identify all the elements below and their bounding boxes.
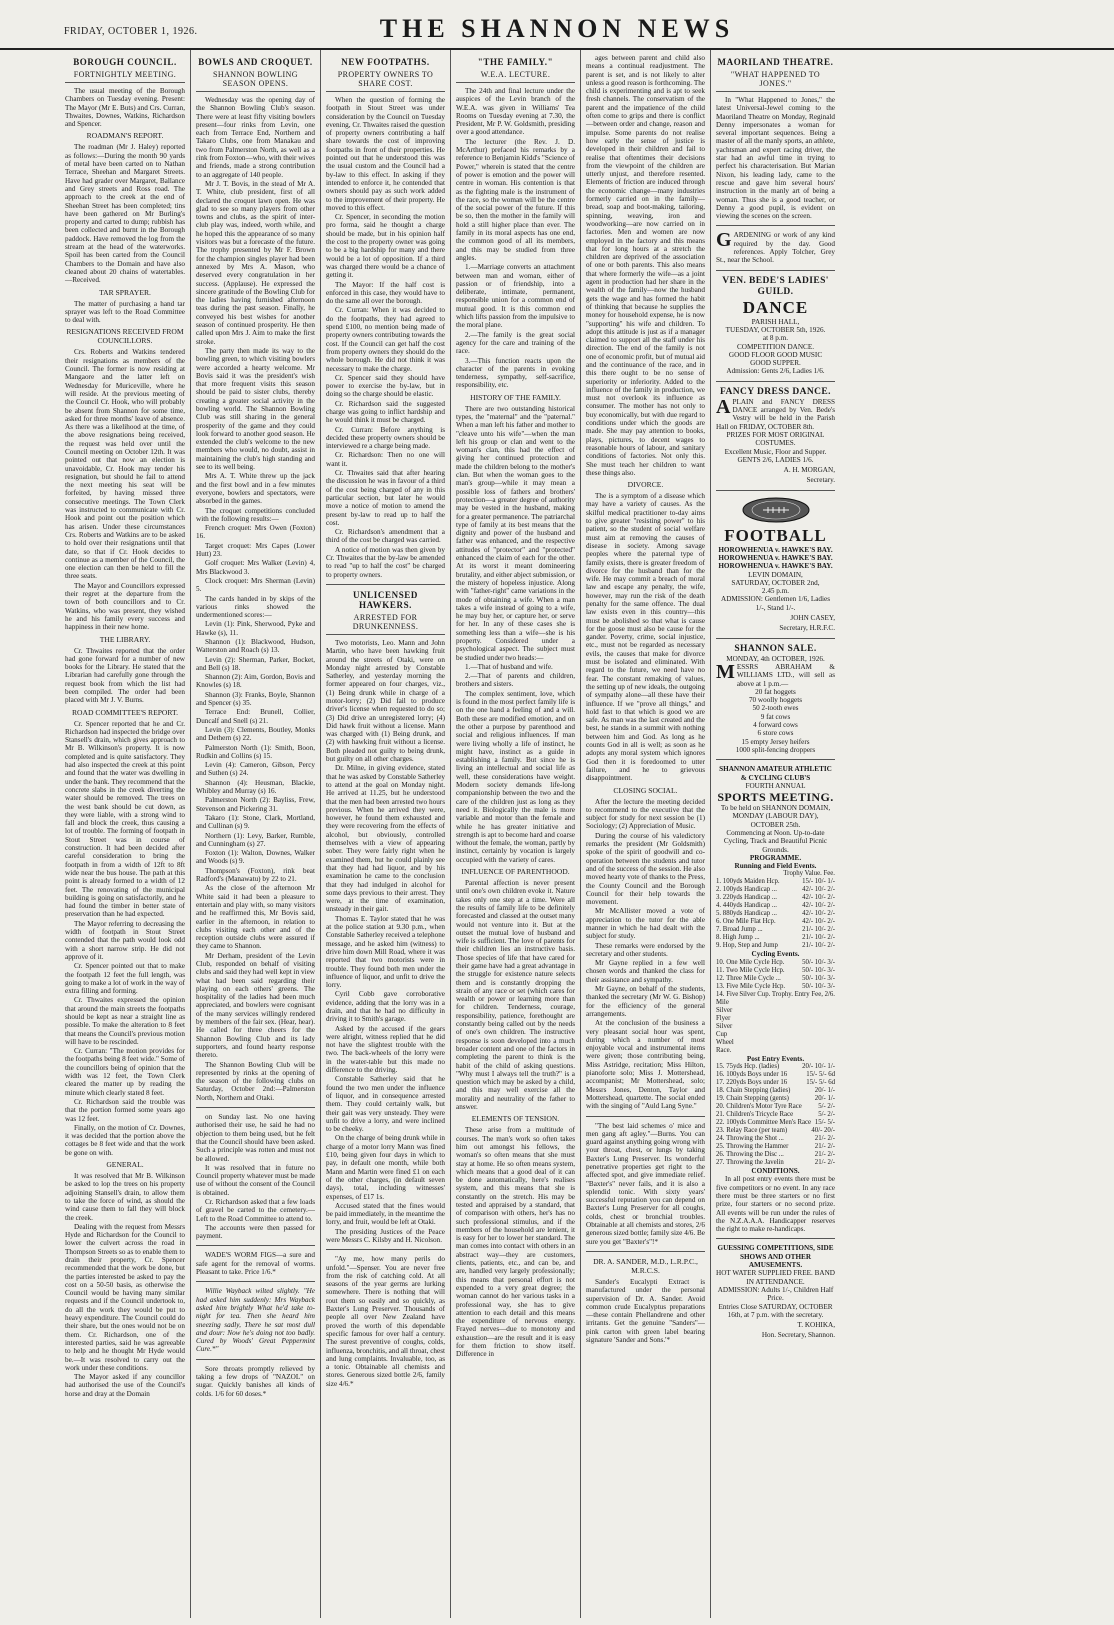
section-heading: HISTORY OF THE FAMILY. bbox=[470, 392, 561, 402]
event-name: 23. Relay Race (per team) bbox=[716, 1127, 788, 1135]
paragraph: Cr. Thwaites said that after hearing the discussion he was in favour of a third of the cost being charged of any in this particular section, but later he would move a notice of motion to amend the present by-law to read up to half the cost. bbox=[326, 469, 445, 527]
programme-event-row bbox=[716, 894, 835, 902]
programme-event-row bbox=[716, 1079, 835, 1087]
sports-club: SHANNON AMATEUR ATHLETIC & CYCLING CLUB'S bbox=[719, 765, 832, 782]
section-heading: ROAD COMMITTEE'S REPORT. bbox=[71, 707, 179, 717]
fancy-prices: GENTS 2/6, LADIES 1/6. bbox=[737, 455, 814, 464]
guessing-heading: GUESSING COMPETITIONS, SIDE SHOWS AND OTHER AMUSEMENTS. bbox=[717, 1244, 834, 1270]
running-events-list bbox=[716, 878, 835, 950]
masthead bbox=[0, 0, 1114, 50]
event-name: 2. 100yds Handicap ... bbox=[716, 886, 777, 894]
score-line: Palmerston North (2): Bayliss, Frew, Stevenson and Pickering 31. bbox=[196, 796, 315, 813]
signature-role: Secretary, H.R.F.C. bbox=[779, 624, 835, 633]
event-name: 19. Chain Stepping (gents) bbox=[716, 1095, 789, 1103]
ad-heading: SHANNON SALE. bbox=[734, 643, 817, 654]
paragraph: The Mayor: If the half cost is enforced in this case, they would have to do the same all over the borough. bbox=[326, 280, 445, 306]
paragraph: Cr. Richardson asked that a few loads of gravel be carted to the cemetery.—Left to the Road Committee to attend to. bbox=[196, 1198, 315, 1223]
programme-event-row bbox=[716, 1151, 835, 1159]
paragraph: 3.—This function reacts upon the character of the parents in evoking tenderness, sympathy, self-sacrifice, responsibility, etc. bbox=[456, 356, 575, 390]
newspaper-title: THE SHANNON NEWS bbox=[379, 14, 735, 43]
drop-cap: A bbox=[716, 395, 731, 418]
ad-heading: MAORILAND THEATRE. bbox=[717, 57, 834, 67]
dance-features: GOOD FLOOR GOOD MUSIC bbox=[728, 350, 823, 359]
programme-header-row bbox=[716, 870, 835, 878]
event-prizes: 15/- 10/- 1/- bbox=[802, 878, 835, 886]
paragraph: Cr. Richardson: Then no one will want it. bbox=[326, 451, 445, 468]
dance-admission: Admission: Gents 2/6, Ladies 1/6. bbox=[726, 367, 825, 376]
programme-event-row bbox=[716, 918, 835, 926]
advertisement-text: Willie Wayback wilted slightly. "He had asked him suddenly: Mrs Wayback asked him brightly What he'd take to-night for tea. Then she heard him sneezing sadly, There he sat most dull and dour: Now he's doing not too badly. Cured by Woods' Great Peppermint Cure.*" bbox=[196, 1287, 315, 1354]
columns bbox=[60, 50, 1100, 1618]
programme-event-row bbox=[716, 942, 835, 950]
paragraph: The 24th and final lecture under the auspices of the Levin branch of the W.E.A. was given in Williams' Tea Rooms on Tuesday evening at 7.30, the President, Mr P. W. Goldsmith, presiding over a good attendance. bbox=[456, 87, 575, 137]
column-family-continued bbox=[580, 50, 710, 1618]
paragraph: After the lecture the meeting decided to recommend to the executive that the subject for study for next session be (1) Sociology; (2) Appreciation of Music. bbox=[586, 797, 705, 831]
column-bowls-croquet bbox=[190, 50, 320, 1618]
column-rule bbox=[326, 1249, 445, 1250]
column-rule bbox=[716, 1238, 835, 1239]
score-line: Palmerston North (1): Smith, Boon, Rudkin and Collins (s) 15. bbox=[196, 743, 315, 760]
cycling-events-list bbox=[716, 959, 835, 1055]
sale-date: MONDAY, 4th OCTOBER, 1926. bbox=[726, 654, 825, 663]
section-heading: DIVORCE. bbox=[627, 480, 664, 490]
dance-venue: PARISH HALL, bbox=[751, 317, 800, 326]
issue-date: FRIDAY, OCTOBER 1, 1926. bbox=[64, 26, 198, 37]
column-rule bbox=[716, 490, 835, 491]
event-name: 12. Three Mile Cycle ... bbox=[716, 974, 781, 982]
event-prizes: 20/- 1/- bbox=[814, 1095, 835, 1103]
ad-heading: VEN. BEDE'S LADIES' GUILD. bbox=[722, 275, 829, 297]
event-name: 15. 75yds Hcp. (ladies) bbox=[716, 1063, 780, 1071]
event-prizes: 21/- 10/- 2/- bbox=[802, 942, 835, 950]
event-name: 27. Throwing the Javelin bbox=[716, 1159, 784, 1167]
article-heading: "THE FAMILY." bbox=[477, 57, 554, 67]
dance-competition: COMPETITION DANCE. bbox=[736, 342, 815, 351]
article-subheading: PROPERTY OWNERS TO SHARE COST. bbox=[326, 70, 445, 92]
programme-event-row bbox=[716, 1063, 835, 1071]
paragraph: Cr. Spencer, in seconding the motion pro forma, said he thought a charge should be made, but in his opinion half the cost to the property owner was going to be a big hardship for many and there would be a lot of opposition. If a third was charged there would be a chance of getting it. bbox=[326, 213, 445, 280]
paragraph: ages between parent and child also means a continual readjustment. The parent is set, and is not likely to alter unless a good reason is forthcoming. The child is experimenting and is apt to seek fresh channels. The conservatism of the parent and the impatience of the child often come to grips and there is conflict—between order and change, reason and impulse. Some parents do not realise how early the sense of justice is developed in their children and fail to realise that oftentimes their decisions from the viewpoint of the children are utterly unjust, and therefore resented. Elements of friction are induced through the economic change—many industries formerly carried on in the family—bread, soap and boot-making, tailoring, spinning, weaving, iron and woodworking—are now carried on in factories. Men and women are now employed in the factory and this means that for long hours at a stretch the children are deprived of the association of one or both parents. This also means that where formerly the wife—as a joint agent in production had her share in the wealth of the family—now the husband gets the wage and has formed the habit of thinking that because he supplies the money for household expense, he is now "supporting" his wife and children. To adopt this attitude is just as if a manager claimed to support all the staff under his direction. The end of the family is not one of economic profit, but of mutual aid and the continuance of the race, and in this there ought to be no sense of superiority or inferiority. Added to the influence of the family in production, we must not overlook its influence as consumer. The mother has not only to buy economically, but with due regard to conditions under which the goods are made. She may pay attention to books, plays, pictures, to decent wages to reasonable hours of labour, and sanitary conditions of factories. Not only this. She must teach her children to want these things also. bbox=[586, 54, 705, 477]
paragraph: In "What Happened to Jones," the latest Universal-Jewel coming to the Maoriland Theatre on Monday, Reginald Denny impersonates a woman for several important sequences. Being a master of all the manly sports, an athlete, yachtsman and expert racing driver, the star had an awful time in trying to perfect his characterisation. But Marian Nixon, his leading lady, came to the rescue and gave him several hours' instruction in the manly art of being a woman. Thus she is a good teacher, or Denny a good pupil, is evident on viewing the scenes on the screen. bbox=[716, 96, 835, 221]
paragraph: The cards handed in by skips of the various rinks showed the undermentioned scores:— bbox=[196, 594, 315, 620]
event-prizes: 15/- 5/- 6d bbox=[806, 1071, 835, 1079]
paragraph: Mr Gayne, on behalf of the students, thanked the secretary (Mr W. G. Bishop) for the efficiency of the general arrangements. bbox=[586, 985, 705, 1018]
paragraph: It was resolved that Mr B. Wilkinson be asked to lop the trees on his property adjoining Stansell's drain, to allow them to take the force of wind, as should the wind cause them to fall they will block the creek. bbox=[65, 1172, 185, 1222]
column-rule bbox=[716, 638, 835, 639]
signature-role: Hon. Secretary, Shannon. bbox=[761, 1331, 835, 1340]
column-the-family bbox=[450, 50, 580, 1618]
paragraph: Two motorists, Leo. Mann and John Martin, who have been hawking fruit around the streets of Otaki, were on Monday night arrested by Constable Satherley, and yesterday morning the former appeared on four charges, viz., (1) Being drunk while in charge of a motor-lorry; (2) Did fail to produce driver's license when requested to do so; (3) Did drive an unregistered lorry; (4) Did hawk fruit without a license. Mann was charged with (1) Being drunk, and (2) with hawking fruit without a license. Both pleaded not guilty to being drunk, but guilty on all other charges. bbox=[326, 638, 445, 764]
article-heading: BOROUGH COUNCIL. bbox=[73, 57, 177, 67]
sale-ad bbox=[716, 660, 835, 688]
column-rule bbox=[716, 270, 835, 271]
paragraph: Asked by the accused if the gears were alright, witness replied that he did not have the slightest trouble with the two. The back-wheels of the lorry were in the water-table but this made no difference to the driving. bbox=[326, 1024, 445, 1075]
paragraph: It was resolved that in future no Council property whatever must be made use of without the consent of the Council is obtained. bbox=[196, 1163, 315, 1197]
event-prizes: Silver Cup. Trophy. Entry Fee, 2/6. bbox=[739, 990, 835, 998]
sports-annual: FOURTH ANNUAL bbox=[745, 781, 806, 790]
ad-text: ESSRS ABRAHAM & WILLIAMS LTD., will sell as above at 1 p.m.— bbox=[736, 662, 835, 688]
conditions-heading: CONDITIONS. bbox=[751, 1167, 800, 1176]
ad-text: ARDENING or work of any kind required by the day. Good references. Apply Tolcher, Grey St., near the School. bbox=[716, 231, 835, 265]
section-heading: DR. A. SANDER, M.D., L.R.P.C., M.R.C.S. bbox=[593, 1256, 698, 1275]
section-heading: CLOSING SOCIAL. bbox=[613, 785, 678, 795]
gardening-ad bbox=[716, 231, 835, 264]
article-subheading: SHANNON BOWLING SEASON OPENS. bbox=[196, 70, 315, 92]
paragraph: Cr. Richardson's amendment that a third of the cost be charged was carried. bbox=[326, 528, 445, 545]
programme-event-row bbox=[716, 1087, 835, 1095]
ad-subheading: "WHAT HAPPENED TO JONES." bbox=[716, 70, 835, 92]
event-name: 5. 880yds Handicap ... bbox=[716, 910, 777, 918]
paragraph: 1.—That of husband and wife. bbox=[465, 662, 553, 671]
programme-event-row bbox=[716, 959, 835, 967]
dance-date: TUESDAY, OCTOBER 5th, 1926. bbox=[725, 325, 826, 334]
score-line: Shannon (3): Franks, Boyle, Shannon and Spencer (s) 35. bbox=[196, 690, 315, 708]
programme-event-row bbox=[716, 967, 835, 975]
paragraph: Accused stated that the fines would be paid immediately, in the meantime the lorry, and fruit, would be left at Otaki. bbox=[326, 1201, 445, 1227]
football-admission: ADMISSION: Gentlemen 1/6, Ladies 1/-, Stand 1/-. bbox=[721, 595, 830, 612]
sale-item: 15 empty Jersey heifers bbox=[741, 737, 810, 746]
signature-name: A. H. MORGAN, bbox=[783, 466, 835, 475]
event-prizes: 20/- 1/- bbox=[814, 1087, 835, 1095]
event-prizes: 5/- 2/- bbox=[818, 1103, 835, 1111]
drop-cap: G bbox=[716, 229, 732, 252]
paragraph: Mrs A. T. White threw up the jack and the first bowl and in a few minutes everyone, bowlers and spectators, were absorbed in the games. bbox=[196, 472, 315, 506]
programme-event-row bbox=[716, 886, 835, 894]
sale-item: 4 forward cows bbox=[753, 721, 798, 730]
programme-event-row bbox=[716, 1111, 835, 1119]
event-prizes: 15/- 5/- 6d bbox=[806, 1079, 835, 1087]
paragraph: Dealing with the request from Messrs Hyde and Richardson for the Council to lower the culvert across the road in Thompson Streets so as to enable them to drain their property, Cr. Spencer recommended that the work be done, but the parties interested be asked to pay the cost on a 50-50 basis, as otherwise the Council would be having many similar requests and if the Council undertook to, do all the work they would be put to heavy expenditure. The Council could do their share, but the ones would not be on them. Cr. Richardson, one of the interested parties, said he was agreeable to help and he thought Mr Hyde would be.—It was resolved to carry out the work under these conditions. bbox=[65, 1222, 185, 1372]
paragraph: Dr. Milne, in giving evidence, stated that he was asked by Constable Satherley to attend at the goal on Monday night. He arrived at 11.25, but he understood that the men had been arrested two hours previous. When he arrived they were, however, he found them exhausted and they were recovering from the effects of alcohol, but obviously, controlled themselves with a view of appearing sober. They were fairly right when he examined them, but he could plainly see that they had had liquor, and by his examination he came to the conclusion that they had indulged in alcohol for some days previous to their arrest. They were, at the time of examination, unsteady in their gait. bbox=[326, 764, 445, 914]
admission-line: ADMISSION: Adults 1/-, Children Half Price. bbox=[717, 1285, 834, 1303]
paragraph: on Sunday last. No one having authorised their use, he said he had no objection to them being used, but he felt that the Council should have been asked. Such a principle was rotten and must not be allowed. bbox=[196, 1113, 315, 1163]
programme-event-row bbox=[716, 983, 835, 991]
score-line: Shannon (1): Blackwood, Hudson, Watterston and Roach (s) 13. bbox=[196, 638, 315, 655]
paragraph: These remarks were endorsed by the secretary and other students. bbox=[586, 941, 705, 958]
section-heading: ROADMAN'S REPORT. bbox=[86, 131, 164, 141]
score-line: Terrace End: Brunell, Collier, Duncalf and Snell (s) 21. bbox=[196, 708, 315, 725]
paragraph: The accounts were then passed for payment. bbox=[196, 1223, 315, 1241]
column-rule bbox=[586, 1251, 705, 1252]
paragraph: Parental affection is never present until one's own children evoke it. Nature takes only one step at a time. Were all the results of family life to be definitely forecasted and classed at the outset many would not venture into it. But at the outset the mutual love of husband and wife is sufficient. The love of parents for their children lies an instructive basis. Those species of life that have cared for their game have had a great advantage in the struggle for existence nature selects them and is constantly dropping the strain of any race or set (which cares for wealth or power or learning more than for children. Tenderness, courage, responsibility, patience, forethought are constantly being called out by the needs of one's own children. The instructive response is soon developed into a much broader content and one of the factors in completing the parent to think is the habit of the child of asking questions. "Why must I always tell the truth?" is a question which may be asked by a child, and this may well exercise all the morality and neutrality of the father to answer. bbox=[456, 879, 575, 1112]
post-events-list bbox=[716, 1063, 835, 1167]
running-heading: Running and Field Events. bbox=[734, 862, 817, 871]
paragraph: Thomas E. Taylor stated that he was at the police station at 9.30 p.m., when Constable Satherley received a telephone message, and he asked him (witness) to drive him down Mill Road, where it was reported that two motorists were in trouble. They found both men under the influence of liquor, and unfit to drive the lorry. bbox=[326, 914, 445, 990]
event-name: 13. Five Mile Cycle Hcp. bbox=[716, 982, 786, 990]
signature-role: Secretary. bbox=[806, 476, 835, 485]
paragraph: 2.—The family is the great social agency for the care and training of the race. bbox=[456, 330, 575, 356]
paragraph: Cr. Thwaites expressed the opinion that around the main streets the footpaths should be kept as near a straight line as possible. To make the alteration to 8 feet that means the Council's previous motion will have to be rescinded. bbox=[65, 996, 185, 1046]
paragraph: There are two outstanding historical types, the "maternal" and the "paternal." When a man left his father and mother to "cleave unto his wife"—when the man left his group or clan and went to the woman's clan, this had the effect of giving her continued protection and made the children belong to the mother's clan. But when the woman goes to the man's group—while it may mean a possible loss of fathers and brothers' protection—a greater degree of authority may be vested in the husband, making for a greater permanence. The patriarchal type of family at its best means that the dignity and power of the husband and father was enhanced, and the respective attitudes of "protector" and "protected" enhanced the claim of each for the other. At its worst it meant domineering brutality, and either abject submission, or the mistery of hopeless injustice. Along with "father-right" came variations in the mode of obtaining a wife. When a man takes a wife instead of going to a wife, he may buy her, or capture her, or serve for her. In any of these cases she is something less than a wife—she is his property. Considered under a psychological aspect. The subject must be studied under two heads:— bbox=[456, 404, 575, 662]
paragraph: During the course of his valedictory remarks the president (Mr Goldsmith) spoke of the spirit of goodwill and co-operation between the students and tutor and of the success of the session. He also moved hearty vote of thanks to the Press, the County Council and the Borough Council for their help towards the movement. bbox=[586, 831, 705, 907]
paragraph: 2.—That of parents and children, brothers and sisters. bbox=[456, 672, 575, 689]
event-prizes: 42/- 10/- 2/- bbox=[802, 918, 835, 926]
column-rule bbox=[196, 1359, 315, 1360]
paragraph: Cr. Thwaites reported that the order had gone forward for a number of new books for the Library. He stated that the Librarian had carefully gone through the request book from which the list had been compiled. The order had been placed with Mr J. V. Burns. bbox=[65, 646, 185, 705]
score-line: Shannon (2): Aim, Gordon, Bovis and Knowles (s) 18. bbox=[196, 673, 315, 690]
event-prizes: 21/- 2/- bbox=[814, 1151, 835, 1159]
programme-event-row bbox=[716, 910, 835, 918]
event-name: 22. 100yds Committee Men's Race bbox=[716, 1119, 812, 1127]
paragraph: Thompson's (Foxton), rink beat Radford's (Manawatu) by 22 to 21. bbox=[196, 866, 315, 884]
football-title: FOOTBALL bbox=[724, 525, 827, 545]
score-line: Foxton (1): Walton, Downes, Walker and Woods (s) 9. bbox=[196, 849, 315, 866]
programme-event-row bbox=[716, 1103, 835, 1111]
paragraph: The usual meeting of the Borough Chambers on Tuesday evening. Present: The Mayor (Mr E. Buts) and Crs. Curran, Thwaites, Downes, Watkins, Richardson and Spencer. bbox=[65, 87, 185, 129]
section-heading: TAR SPRAYER. bbox=[99, 287, 151, 297]
drop-cap: M bbox=[716, 660, 735, 683]
football-date: SATURDAY, OCTOBER 2nd, bbox=[731, 578, 820, 587]
paragraph: The complex sentiment, love, which is found in the most perfect family life is on the one hand a feeling of and a will. Both these are modified emotion, and on the other a purpose by parenthood and social and religious influences. If man were living wholly a life of instinct, he might have, instinct as a guide in establishing a family. But since he is living an intellectual and social life as well, these considerations have weight. Modern society demands life-long companionship between the two and the care of the children just as long as they need it. Biologically the male is more variable and motor than the female and while he has greater initiative and strength is apt to become hard and coarse without the female, the woman, partly by instinct, certainly by vocation is largely occupied with the variety of cares. bbox=[456, 689, 575, 864]
football-match: HOROWHENUA v. HAWKE'S BAY. bbox=[718, 545, 833, 554]
programme-event-row bbox=[716, 902, 835, 910]
football-venue: LEVIN DOMAIN, bbox=[748, 570, 803, 579]
conditions-text: In all post entry events there must be five competitors or no event. In any race there must be three starters or no first prize, four starters or no second prize. All events will be run under the rules of the N.Z.A.A.A. Handicapper reserves the right to make re-handicaps. bbox=[716, 1175, 835, 1234]
dance-time: at 8 p.m. bbox=[762, 334, 789, 343]
column-rule bbox=[716, 759, 835, 760]
paragraph: Cr. Curran: Before anything is decided these property owners should be interviewed re a charge being made. bbox=[326, 425, 445, 451]
article-heading: BOWLS AND CROQUET. bbox=[198, 57, 313, 67]
paragraph: As the close of the afternoon Mr White said it had been a pleasure to entertain and play with, so many visitors and he reaffirmed this, Mr Bovis said, earlier in the afternoon, in relation to clubs visiting each other and of the reception outside clubs were assured if they came to Shannon. bbox=[196, 884, 315, 951]
paragraph: Mr Derham, president of the Levin Club, responded on behalf of visiting clubs and said they had well kept in view what had been said regarding their playing on each others' greens. The hospitality of the ladies had been much appreciated, and bowlers were cognisant of the many services willingly rendered by members of the fair sex. (Hear, hear). He called for three cheers for the Shannon Bowling Club and its lady supporters, and found hearty response thereto. bbox=[196, 951, 315, 1060]
column-classifieds bbox=[710, 50, 840, 1618]
paragraph: Crs. Roberts and Watkins tendered their resignations as members of the Council. The former is now residing at Mangaore and the latter left on Wednesday for Muriceville, where he will reside. At the previous meeting of the Council Cr. Hook, who will probably be absent from Shannon for some time, asked for three months' leave of absence. As there was a likelihood at the time, of the above resignations being received, the request was held over until the Council meeting on October 12th. It was pointed out that now an election is unavoidable, Cr. Hook may tender his resignation, but should he fail to attend the next meeting his seat will be forfeited, by having missed three consecutive meetings. The Town Clerk was instructed to communicate with Cr. Hook and point out the position which has arisen. Under these circumstances Crs. Roberts and Watkins are to be asked to hold over their resignations until that date, so that if Cr. Hook decides to continue as a member of the Council, the one election can then be held to fill the three seats. bbox=[65, 348, 185, 581]
paragraph: The Mayor referring to decreasing the width of footpath in Stout Street contended that the path would look odd with a short narrow strip. He did not approve of it. bbox=[65, 919, 185, 961]
event-name: 21. Children's Tricycle Race bbox=[716, 1111, 794, 1119]
football-match: HOROWHENUA v. HAWKE'S BAY. bbox=[718, 562, 833, 571]
paragraph: On the charge of being drunk while in charge of a motor lorry Mann was fined £10, being given four days in which to pay, in default one month, while both Mann and Martin were fined £1 on each of the other charges, (in default seven days), total, including witnesses' expenses, of £17 1s. bbox=[326, 1134, 445, 1201]
programme-heading: PROGRAMME. bbox=[749, 853, 802, 862]
cycling-heading: Cycling Events. bbox=[751, 950, 800, 959]
event-prizes: 50/- 10/- 3/- bbox=[802, 982, 835, 990]
ad-text: PLAIN and FANCY DRESS DANCE arranged by Ven. Bede's Vestry will be held in the Parish Hall on FRIDAY, OCTOBER 8th. bbox=[716, 397, 835, 431]
section-heading: ELEMENTS OF TENSION. bbox=[471, 1114, 560, 1124]
sale-item: 9 fat cows bbox=[760, 712, 791, 721]
section-heading: THE LIBRARY. bbox=[99, 634, 151, 644]
fancy-prizes: PRIZES FOR MOST ORIGINAL COSTUMES. bbox=[726, 430, 825, 448]
paragraph: Target croquet: Mrs Capes (Lower Hutt) 23. bbox=[196, 541, 315, 559]
event-name: 14. Five Mile Silver Flyer Silver Cup Wheel Race. bbox=[716, 990, 739, 1054]
paragraph: The matter of purchasing a hand tar sprayer was left to the Road Committee to deal with. bbox=[65, 299, 185, 325]
score-line: Northern (1): Levy, Barker, Rumble, and Cunningham (s) 27. bbox=[196, 831, 315, 848]
sale-item: 20 fat hoggets bbox=[755, 687, 796, 696]
event-name: 1. 100yds Maiden Hcp. bbox=[716, 878, 780, 886]
column-rule bbox=[196, 1245, 315, 1246]
programme-event-row bbox=[716, 1143, 835, 1151]
dance-title: DANCE bbox=[742, 297, 809, 317]
event-name: 25. Throwing the Hammer bbox=[716, 1143, 789, 1151]
event-name: 9. Hop, Step and Jump bbox=[716, 942, 778, 950]
score-line: Levin (2): Sherman, Parker, Bocket, and Bell (s) 18. bbox=[196, 655, 315, 672]
programme-event-row bbox=[716, 1119, 835, 1127]
event-prizes: 21/- 10/- 2/- bbox=[802, 934, 835, 942]
paragraph: The presiding Justices of the Peace were Messrs C. Kilsby and H. Nicolson. bbox=[326, 1227, 445, 1244]
paragraph: The party then made its way to the bowling green, to which visiting bowlers were accorded a hearty welcome. Mr Bovis said it was the president's wish that more frequent visits this season should be paid to sister clubs, thereby creating a greater social activity in the bowling world. The Shannon Bowling Club was still sharing in the general prosperity of the game and they could look forward to another good season. He extended the club's welcome to the new members who would, no doubt, assist in maintaining the club's high standing and see to its well being. bbox=[196, 346, 315, 472]
paragraph: Mr J. T. Bovis, in the stead of Mr A. T. White, club president, first of all declared the croquet lawn open. He was glad to see so many players from other towns and clubs, as the spirit of inter-club play was, indeed, worth while, and he hoped this the appearance of so many visitors was but a forecaste of the future. The trophy presented by Mr F. Brown for the champion singles player had been annexed by Mrs A. Mason, who deserved every congratulation in her success. (Applause). He expressed the sincere gratitude of the Bowling Club for the ladies having furnished afternoon teas during the past season. Finally, he conveyed his best wishes for another season of continued prosperity. He then called upon Mrs J. Aim to make the first stroke. bbox=[196, 179, 315, 346]
event-prizes: 50/- 10/- 3/- bbox=[802, 958, 835, 966]
event-prizes: 5/- 2/- bbox=[818, 1111, 835, 1119]
article-heading: NEW FOOTPATHS. bbox=[341, 57, 430, 67]
event-prizes: 42/- 10/- 2/- bbox=[802, 894, 835, 902]
signature-name: JOHN CASEY, bbox=[790, 614, 835, 623]
programme-event-row bbox=[716, 1159, 835, 1167]
column-borough-council bbox=[60, 50, 190, 1618]
event-name: 16. 100yds Boys under 16 bbox=[716, 1071, 788, 1079]
hot-water-line: HOT WATER SUPPLIED FREE. BAND IN ATTENDANCE. bbox=[716, 1269, 835, 1286]
event-name: 8. High Jump ... bbox=[716, 934, 760, 942]
advertisement-text: Sore throats promptly relieved by taking a few drops of "NAZOL" on sugar. Quickly banishes all kinds of colds. 1/6 for 60 doses.* bbox=[196, 1364, 315, 1398]
event-prizes: 50/- 10/- 3/- bbox=[802, 974, 835, 982]
score-line: Levin (1): Pink, Sherwood, Pyke and Hawke (s), 11. bbox=[196, 620, 315, 637]
advertisement-text: "The best laid schemes o' mice and men gang aft agley."—Burns. You can guard against anything going wrong with your throat, chest, or lungs by taking Baxter's Lung Preserver. Its wonderful penetrative properties get right to the affected spot, and give immediate relief. "Baxter's" never fails, and it is also a splendid tonic. With sixty years' successful reputation you can depend on Baxter's Lung Preserver for all coughs, colds, chest or bronchial troubles. Obtainable at all chemists and stores, 2/6 generous sized bottle; family size 4/6. Be sure you get "Baxter's"!* bbox=[586, 1121, 705, 1246]
entries-line: Entries Close SATURDAY, OCTOBER 16th, at 7 p.m. with the secretary. bbox=[718, 1302, 833, 1319]
sale-item: 1000 split-fencing droppers bbox=[735, 745, 816, 754]
post-entry-heading: Post Entry Events. bbox=[746, 1054, 805, 1063]
fancy-dress-ad bbox=[716, 395, 835, 431]
event-prizes: 42/- 10/- 2/- bbox=[802, 910, 835, 918]
column-rule bbox=[196, 1281, 315, 1282]
programme-event-row bbox=[716, 878, 835, 886]
event-prizes: 50/- 10/- 3/- bbox=[802, 966, 835, 974]
advertisement-text: WADE'S WORM FIGS—a sure and safe agent for the removal of worms. Pleasant to take. Price 1/6.* bbox=[196, 1251, 315, 1277]
sale-item: 50 2-tooth ewes bbox=[752, 704, 799, 713]
column-rule bbox=[716, 225, 835, 226]
advertisement-text: "Ay me, how many perils do unfold."—Spenser. You are never free from the risk of catching cold. At all seasons of the year germs are lurking somewhere. There is nothing that will rout them so easily and so quickly, as Baxter's Lung Preserver. Thousands of people all over New Zealand have proved the worth of this dependable specific famous for over half a century. The surest preventive of coughs, colds, influenza, bronchitis, and all throat, chest and lung complaints. Invaluable, too, as a tonic. Obtainable all chemists and stores. Generous sized bottle 2/6, family size 4/6.* bbox=[326, 1255, 445, 1388]
column-new-footpaths bbox=[320, 50, 450, 1618]
column-rule bbox=[196, 1107, 315, 1108]
sports-title: SPORTS MEETING. bbox=[717, 790, 834, 805]
paragraph: Cr. Richardson said the suggested charge was going to inflict hardship and he would think it must be charged. bbox=[326, 399, 445, 425]
event-prizes: 21/- 2/- bbox=[814, 1135, 835, 1143]
event-name: 20. Children's Motor Tyre Race bbox=[716, 1103, 802, 1111]
column-rule bbox=[716, 381, 835, 382]
column-rule bbox=[326, 584, 445, 585]
paragraph: Cr. Curran: "The motion provides for the footpaths being 8 feet wide." Some of the councillors being of opinion that the width was 12 feet, the Town Clerk cleared the matter up by reading the minute which clearly stated 8 feet. bbox=[65, 1047, 185, 1097]
programme-event-row bbox=[716, 975, 835, 983]
sale-item: 70 woolly hoggets bbox=[748, 696, 803, 705]
article-subheading: W.E.A. LECTURE. bbox=[456, 70, 575, 83]
score-line: Levin (3): Clements, Boutley, Monks and Dethern (s) 22. bbox=[196, 725, 315, 743]
programme-event-row bbox=[716, 1095, 835, 1103]
event-prizes: 20/- 10/- 1/- bbox=[802, 1063, 835, 1071]
event-name: 4. 440yds Handicap ... bbox=[716, 902, 777, 910]
paragraph: The is a symptom of a disease which may have a variety of causes. As the skilful medical practitioner to-day aims to give greater "resisting power" to his patient, so the student of social welfare must aim at removing the causes of disease in society. Among savage peoples where the paternal type of family exists, there is greater freedom of divorce for the husband than for the wife. He may commit a breach of moral law and escape any penalty, the wife, however, may run the risk of the death penalty for the same offence. The dual law exists even in this country—this must be abolished so that what is cause for the goose must also be cause for the gander. Poverty, crime, social injustice, etc., must not be regarded as necessary evils, the causes that make for divorce must be isolated and eliminated. With regard to the future, we need have no fear. The constant remaking of values, the setting up of new ideals, the outgoing of sympathy alone—all these have their influence. If we "prove all things," and hold fast to that which is good we are safe. As man was the last created and the best, he stands in a summit with nothing between him and God. As long as he counts God in all is well; as soon as he adopts any moral system which ignores God then it is foredoomed to utter failure, and he to grievous disappointment. bbox=[586, 492, 705, 783]
paragraph: 1.—Marriage converts an attachment between man and woman, either of passion or of friendship, into a deliberate, intimate, permanent, responsible union for a common end of mutual good. It is this common end which lifts passion from the impulsive to the moral plane. bbox=[456, 263, 575, 330]
score-line: Levin (4): Cameron, Gibson, Percy and Suthen (s) 24. bbox=[196, 761, 315, 778]
article-heading: UNLICENSED HAWKERS. bbox=[352, 589, 418, 610]
paragraph: The croquet competitions concluded with the following results:— bbox=[196, 506, 315, 523]
programme-col-header: Trophy Value. Fee. bbox=[783, 870, 835, 878]
paragraph: Cr. Spencer reported that he and Cr. Richardson had inspected the bridge over Stansell's drain, which gives approach to Mr B. Wilkinson's property. It is now completed and is quite satisfactory. They had also inspected the creek at this point and found that the water was dwelling in under the bank. They recommend that the concrete slabs in the creek diverting the water should be removed. The trees on the west bank should be cut down, as they were liable, with a strong wind to fall and block the creek, thus causing a lot of trouble. The forming of footpath in Stout Street was in course of construction. It had been decided after careful consideration to bring the footpath in from a width of 12ft to 8ft wide near the bus house. The path at this point is already formed to a width of 12 feet. The renovating of the municipal building is going on satisfactorily, and he had found the timber in better state of preservation than he had expected. bbox=[65, 719, 185, 919]
event-name: 17. 220yds Boys under 16 bbox=[716, 1079, 788, 1087]
article-subheading: ARRESTED FOR DRUNKENNESS. bbox=[326, 613, 445, 635]
football-icon bbox=[716, 496, 835, 524]
paragraph: Cr. Spencer pointed out that to make the footpath 12 feet the full length, was going to make a lot of work in the way of extra filling and forming. bbox=[65, 962, 185, 996]
sports-where: To be held on SHANNON DOMAIN, MONDAY (LABOUR DAY), OCTOBER 25th. bbox=[720, 804, 831, 829]
event-prizes: 42/- 10/- 2/- bbox=[802, 886, 835, 894]
event-prizes: 21/- 10/- 2/- bbox=[802, 926, 835, 934]
paragraph: Mr Gayne replied in a few well chosen words and thanked the class for their assistance and sympathy. bbox=[586, 959, 705, 984]
event-name: 24. Throwing the Shot ... bbox=[716, 1135, 784, 1143]
paragraph: Constable Satherley said that he found the two men under the influence of liquor, and in consequence arrested them. They could certainly walk, but their gait was very unsteady. They were unfit to drive a lorry, and were inclined to be cheeky. bbox=[326, 1075, 445, 1134]
paragraph: Cr. Curran: When it was decided to do the footpaths, they had agreed to spend £100, no mention being made of property owners contributing towards the cost. If the Council can get half the cost from property owners they should do the whole borough. He did not think it was necessary to make the charge. bbox=[326, 306, 445, 373]
paragraph: French croquet: Mrs Owen (Foxton) 16. bbox=[196, 524, 315, 541]
paragraph: The lecturer (the Rev. J. D. McArthur) prefaced his remarks by a reference to Benjamin Kidd's "Science of Power," wherein is stated that the centre of power is emotion and the power will centre in woman. His contention is that as the fighting male is the instrument of the race, so the woman will be the centre of the social power of the future. If this be so, then the mother in the family will hold a still higher place than ever. The family in its moral aspects has one end, the common good of all its members, and this may be studied from three angles. bbox=[456, 137, 575, 262]
event-name: 26. Throwing the Disc ... bbox=[716, 1151, 784, 1159]
paragraph: Cr. Richardson said the trouble was that the portion formed some years ago was 12 feet. bbox=[65, 1097, 185, 1123]
football-match: HOROWHENUA v. HAWKE'S BAY. bbox=[718, 553, 833, 562]
event-prizes: 21/- 2/- bbox=[814, 1143, 835, 1151]
paragraph: Cyril Cobb gave corroborative evidence, adding that the lorry was in a drain, and that he had no difficulty in driving it to Smith's garage. bbox=[326, 990, 445, 1024]
section-heading: INFLUENCE OF PARENTHOOD. bbox=[461, 867, 570, 877]
programme-event-row bbox=[716, 1135, 835, 1143]
section-heading: RESIGNATIONS RECEIVED FROM COUNCILLORS. bbox=[66, 327, 184, 346]
event-name: 18. Chain Stepping (ladies) bbox=[716, 1087, 791, 1095]
column-rule bbox=[586, 1116, 705, 1117]
event-prizes: 15/- 5/- bbox=[814, 1119, 835, 1127]
paragraph: Mr McAllister moved a vote of appreciation to the tutor for the able manner in which he had dealt with the subject for study. bbox=[586, 907, 705, 941]
article-subheading: FORTNIGHTLY MEETING. bbox=[65, 70, 185, 83]
ad-heading: FANCY DRESS DANCE. bbox=[720, 386, 831, 397]
paragraph: Finally, on the motion of Cr. Downes, it was decided that the portion above the cottages be 8 feet wide and that the work be gone on with. bbox=[65, 1123, 185, 1157]
programme-event-row bbox=[716, 934, 835, 942]
paragraph: Wednesday was the opening day of the Shannon Bowling Club's season. There were at least fifty visiting bowlers present—four rinks from Levin, one each from Terrace End, Northern and Takaro Clubs, one from Manakau and two from Palmerston North, as well as a rink from Foxton—who, with their wives and friends, made a strong contribution to an aggregate of 140 people. bbox=[196, 96, 315, 179]
advertisement-text: Sander's Eucalypti Extract is manufactured under the personal supervision of Dr. A. Sander. Avoid common crude Eucalyptus preparations—these contain Phellandrene and other irritants. Get the genuine "Sanders"—pink carton with green label bearing signature 'Sander and Sons.'* bbox=[586, 1277, 705, 1345]
sports-when: Commencing at Noon. Up-to-date Cycling, Track and Beautiful Picnic Grounds. bbox=[723, 829, 828, 854]
paragraph: Clock croquet: Mrs Sherman (Levin) 5. bbox=[196, 576, 315, 594]
paragraph: The Mayor asked if any councillor had authorised the use of the Council's horse and dray at the Domain bbox=[65, 1373, 185, 1398]
paragraph: A notice of motion was then given by Cr. Thwaites that the by-law be amended to read "up to half the cost" be charged to property owners. bbox=[326, 545, 445, 579]
fancy-music: Excellent Music, Floor and Supper. bbox=[724, 447, 827, 456]
event-name: 3. 220yds Handicap ... bbox=[716, 894, 777, 902]
programme-event-row bbox=[716, 991, 835, 1055]
event-name: 6. One Mile Flat Hcp. bbox=[716, 918, 776, 926]
programme-event-row bbox=[716, 1127, 835, 1135]
paragraph: When the question of forming the footpath in Stout Street was under consideration by the Council on Tuesday evening, Cr. Thwaites raised the question of property owners contributing a half share towards the cost of improving footpaths in front of their properties. He pointed out that he understood this was the usual custom and the Council had a by-law to this effect. In asking if they intended to enforce it, he contended that owners should pay as such work added to the improvement of their property. He moved to this effect. bbox=[326, 96, 445, 212]
paragraph: The roadman (Mr J. Haley) reported as follows:—During the month 90 yards of metal have been carted on to Nathan Terrace, Sheehan and Margaret Streets. Have had grader over Margaret, Ballance and Grey streets and Ross road. The approach to the creek at the end of Sheehan Street has been completed; tins have been gathered on Mr Burling's property and carted to dump; rubbish has been collected and burnt in the Borough paddock. Have removed the log from the stream at the head of the waterworks. Spoil has been carted from the Council Chambers to the Domain and have also cleaned about 20 chains of watertables.—Received. bbox=[65, 143, 185, 285]
paragraph: At the conclusion of the business a very pleasant social hour was spent, during which a number of most enjoyable vocal and instrumental items were given; those contributing being, Miss Astridge, recitation; Miss Hilton, pianoforte solo; Miss J. Mottershead, accompanist; Mr Mottershead, solo; Messrs Jones, Denton, Taylor and Mottershead, quartette. The social ended with the singing of "Auld Lang Syne." bbox=[586, 1019, 705, 1111]
section-heading: GENERAL. bbox=[106, 1160, 144, 1170]
programme-event-row bbox=[716, 1071, 835, 1079]
paragraph: Golf croquet: Mrs Walker (Levin) 4, Mrs Blackwood 3. bbox=[196, 559, 315, 576]
event-name: 10. One Mile Cycle Hcp. bbox=[716, 958, 785, 966]
paragraph: The Mayor and Councillors expressed their regret at the departure from the town of both councillors and to Cr. Watkins, who was present, they wished he and his family every success and happiness in their new home. bbox=[65, 581, 185, 632]
paragraph: The Shannon Bowling Club will be represented by rinks at the opening of the season of the following clubs on Saturday, October 2nd:—Palmerston North, Northern and Otaki. bbox=[196, 1060, 315, 1102]
score-line: Shannon (4): Heusman, Blackie, Whibley and Murray (s) 16. bbox=[196, 778, 315, 796]
paragraph: Cr. Spencer said they should have power to exercise the by-law, but in doing so the charge should be elastic. bbox=[326, 373, 445, 399]
paragraph: These arise from a multitude of courses. The man's work so often takes him out amongst his fellows, the woman's so often means that she must stay at home. He so often means system, which means that a good deal of it can be done automatically, here's realises system, and this means that she is constantly on the stretch. His may be tested and appraised by a standard, that of comparison with others, her's has no such professional stimulus, and if the members of the household are lenient, it is easy for her to lower her standard. The man comes into contact with others in an abstract way—they are customers, clients, patients, etc., and can be, and are, handled very largely professionally; this means that personal effort is not expended to a very great degree; the woman cannot do her various tasks in a professional way, she has to give attention to each detail and this means the expenditure of nervous energy. Frayed nerves—due to monotony and exhaustion—are the result and it is easy for them friction to show itself. Difference in bbox=[456, 1126, 575, 1359]
event-name: 11. Two Mile Cycle Hcp. bbox=[716, 966, 785, 974]
event-name: 7. Broad Jump ... bbox=[716, 926, 763, 934]
event-prizes: 42/- 10/- 2/- bbox=[802, 902, 835, 910]
football-time: 2.45 p.m. bbox=[761, 587, 790, 596]
sale-item: 6 store cows bbox=[757, 729, 794, 738]
event-prizes: 21/- 2/- bbox=[814, 1159, 835, 1167]
dance-supper: GOOD SUPPER. bbox=[750, 359, 801, 368]
score-line: Takaro (1): Stone, Clark, Mortland, and Cullinan (s) 9. bbox=[196, 813, 315, 831]
programme-event-row bbox=[716, 926, 835, 934]
signature-name: T. KOHIKA, bbox=[797, 1321, 835, 1330]
event-prizes: 40/- 20/- bbox=[811, 1127, 835, 1135]
